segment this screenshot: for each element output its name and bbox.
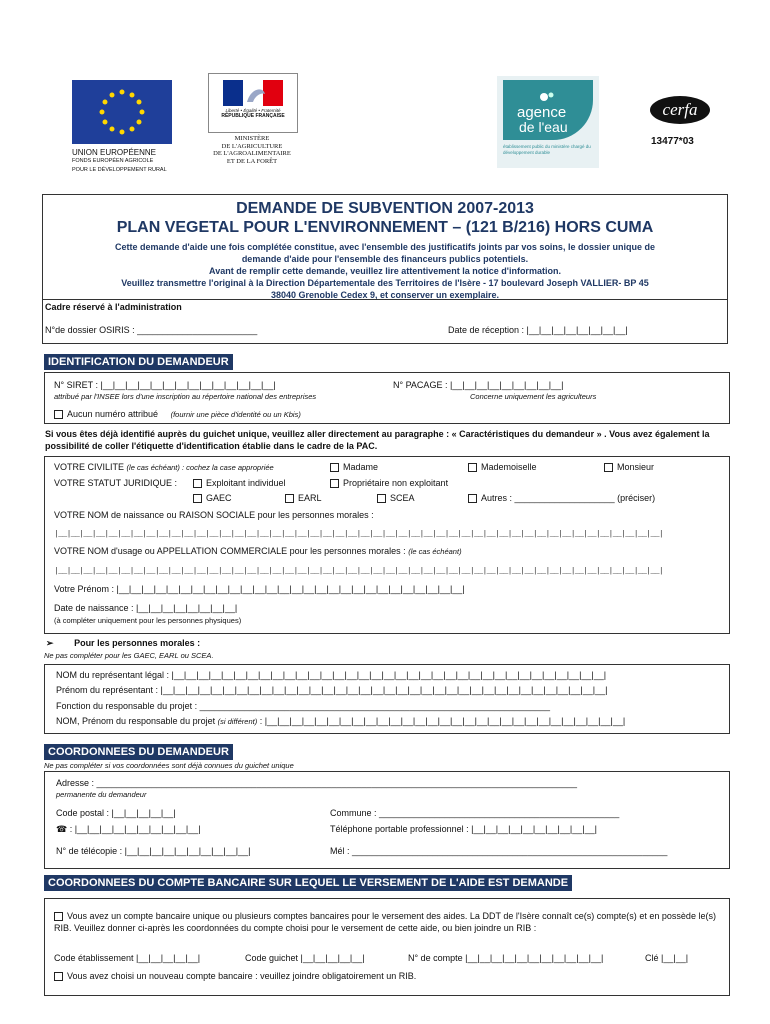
proprietaire-option[interactable] <box>330 478 448 488</box>
intro-line: demande d'aide pour l'ensemble des financeurs publics potentiels. <box>241 254 529 264</box>
osiris-field[interactable]: N°de dossier OSIRIS : ________________________ <box>45 325 258 335</box>
bank-text-row <box>54 910 716 934</box>
mel-field[interactable]: Mél : _______________________________________________________________ <box>330 846 668 856</box>
rf-name: RÉPUBLIQUE FRANÇAISE <box>221 113 285 119</box>
section-identification: IDENTIFICATION DU DEMANDEUR <box>44 354 233 370</box>
cerfa-logo: cerfa <box>650 96 710 124</box>
earl-option[interactable] <box>285 493 322 503</box>
gaec-option[interactable] <box>193 493 232 503</box>
cle-field[interactable]: Clé |__|__| <box>645 953 689 963</box>
prenom-field[interactable]: Votre Prénom : |__|__|__|__|__|__|__|__|__|__|__|__|__|__|__|__|__|__|__|__|__|__|__|__|__|__|__|__| <box>54 584 465 594</box>
fax-field[interactable]: N° de télécopie : |__|__|__|__|__|__|__|__|__|__| <box>56 846 251 856</box>
exploitant-label: Exploitant individuel <box>206 478 286 488</box>
exploitant-checkbox[interactable] <box>193 479 202 488</box>
pacage-note: Concerne uniquement les agriculteurs <box>470 392 597 401</box>
pacage-field[interactable]: N° PACAGE : |__|__|__|__|__|__|__|__|__| <box>393 380 564 390</box>
naissance-note: (à compléter uniquement pour les personnes physiques) <box>54 616 242 625</box>
earl-label: EARL <box>298 493 322 503</box>
drop-icon <box>537 90 557 104</box>
bank-text: Vous avez un compte bancaire unique ou plusieurs comptes bancaires pour le versement des aides. La DDT de l'Isère connaît ce(s) compte(s) et en possède le(s) RIB. Veuillez donner ci-après les coordonnées du compte choisi pour le versement de cette aide, ou bien joindre un RIB : <box>54 911 716 933</box>
ministry-line: ET DE LA FORÊT <box>226 157 278 165</box>
nom-usage-field[interactable]: |__|__|__|__|__|__|__|__|__|__|__|__|__|__|__|__|__|__|__|__|__|__|__|__|__|__|__|__|__|__|__|__|__|__|__|__|__|__|__|__|__|__|__|__|__|__|__|__| <box>54 567 664 576</box>
doc-title: DEMANDE DE SUBVENTION 2007-2013 <box>236 200 534 217</box>
nouveau-checkbox[interactable] <box>54 972 63 981</box>
scea-checkbox[interactable] <box>377 494 386 503</box>
admin-divider <box>42 299 728 300</box>
arrow-icon: ➢ <box>46 638 54 648</box>
aucun-note: (fournir une pièce d'identité ou un Kbis) <box>170 410 301 419</box>
aucun-checkbox[interactable] <box>54 410 63 419</box>
fonction-field[interactable]: Fonction du responsable du projet : ______________________________________________________________________ <box>56 701 550 711</box>
nouveau-label: Vous avez choisi un nouveau compte bancaire : veuillez joindre obligatoirement un RIB. <box>67 971 417 981</box>
eu-logo <box>72 80 177 175</box>
nom-naissance-field[interactable]: |__|__|__|__|__|__|__|__|__|__|__|__|__|__|__|__|__|__|__|__|__|__|__|__|__|__|__|__|__|__|__|__|__|__|__|__|__|__|__|__|__|__|__|__|__|__|__|__| <box>54 530 664 539</box>
nom-usage-row <box>54 546 462 556</box>
coord-note: Ne pas compléter si vos coordonnées sont déjà connues du guichet unique <box>44 761 294 770</box>
adresse-field[interactable]: Adresse : ________________________________________________________________________________________________ <box>56 778 578 788</box>
proprietaire-checkbox[interactable] <box>330 479 339 488</box>
admin-frame <box>42 194 728 344</box>
autres-checkbox[interactable] <box>468 494 477 503</box>
intro-line: Avant de remplir cette demande, veuillez lire attentivement la notice d'information. <box>209 266 561 276</box>
resp-field[interactable]: : |__|__|__|__|__|__|__|__|__|__|__|__|__|__|__|__|__|__|__|__|__|__|__|__|__|__|__|__|__| <box>259 716 626 726</box>
naissance-field[interactable]: Date de naissance : |__|__|__|__|__|__|__|__| <box>54 603 238 613</box>
cp-field[interactable]: Code postal : |__|__|__|__|__| <box>56 808 176 818</box>
doc-subtitle: PLAN VEGETAL POUR L'ENVIRONNEMENT – (121 B/216) HORS CUMA <box>116 219 654 236</box>
civilite-note: (le cas échéant) : cochez la case appropriée <box>126 463 274 472</box>
madame-checkbox[interactable] <box>330 463 339 472</box>
etab-field[interactable]: Code établissement |__|__|__|__|__| <box>54 953 201 963</box>
statut-label: VOTRE STATUT JURIDIQUE : <box>54 478 178 488</box>
mademoiselle-option[interactable] <box>468 462 537 472</box>
mademoiselle-checkbox[interactable] <box>468 463 477 472</box>
intro-line: 38040 Grenoble Cedex 9, et conserver un exemplaire. <box>270 290 500 300</box>
exploitant-option[interactable] <box>193 478 286 488</box>
madame-label: Madame <box>343 462 379 472</box>
morales-note: Ne pas compléter pour les GAEC, EARL ou SCEA. <box>44 651 214 660</box>
marianne-icon <box>223 80 283 106</box>
autres-label: Autres : ____________________ (préciser) <box>481 493 656 503</box>
tel-field[interactable]: ☎ : |__|__|__|__|__|__|__|__|__|__| <box>56 824 201 834</box>
guichet-instruction: Si vous êtes déjà identifié auprès du guichet unique, veuillez aller directement au paragraphe : « Caractéristiques du demandeur » . Vous avez également la possibilité de coller l'étiquette d'identification établie dans le cadre de la PAC. <box>45 429 710 451</box>
eu-flag-icon <box>72 80 172 144</box>
cerfa-number: 13477*03 <box>651 136 694 147</box>
monsieur-checkbox[interactable] <box>604 463 613 472</box>
ministry-line: DE L'AGRICULTURE <box>221 142 283 150</box>
eu-fund-2: POUR LE DÉVELOPPEMENT RURAL <box>72 167 167 173</box>
mademoiselle-label: Mademoiselle <box>481 462 537 472</box>
nom-usage-label: VOTRE NOM d'usage ou APPELLATION COMMERCIALE pour les personnes morales : <box>54 546 406 556</box>
portable-field[interactable]: Téléphone portable professionnel : |__|__|__|__|__|__|__|__|__|__| <box>330 824 597 834</box>
siret-field[interactable]: N° SIRET : |__|__|__|__|__|__|__|__|__|__|__|__|__|__| <box>54 380 276 390</box>
agence-line2: de l'eau <box>519 119 568 135</box>
ministry-line: DE L'AGROALIMENTAIRE <box>213 150 291 157</box>
compte-field[interactable]: N° de compte |__|__|__|__|__|__|__|__|__|__|__| <box>408 953 604 963</box>
commune-field[interactable]: Commune : ________________________________________________ <box>330 808 620 818</box>
ministry-line: MINISTÈRE <box>234 135 270 142</box>
rf-motto: Liberté • Égalité • Fraternité <box>225 108 281 113</box>
resp-row <box>56 716 625 726</box>
admin-label: Cadre réservé à l'administration <box>45 302 182 312</box>
resp-label: NOM, Prénom du responsable du projet <box>56 716 216 726</box>
agence-sub: établissement public du ministère chargé du développement durable <box>503 144 591 155</box>
resp-note: (si différent) <box>217 717 258 726</box>
bank-unique-checkbox[interactable] <box>54 912 63 921</box>
rep-nom-field[interactable]: NOM du représentant légal : |__|__|__|__|__|__|__|__|__|__|__|__|__|__|__|__|__|__|__|__|__|__|__|__|__|__|__|__|__|__|__|__|__|__|__| <box>56 670 607 680</box>
nom-usage-note: (le cas échéant) <box>408 547 462 556</box>
intro-line: Cette demande d'aide une fois complétée constitue, avec l'ensemble des justificatifs joints par vos soins, le dossier unique de <box>115 242 655 252</box>
eu-name: UNION EUROPÉENNE <box>72 148 157 157</box>
morales-label: Pour les personnes morales : <box>74 638 201 648</box>
siret-note: attribué par l'INSEE lors d'une inscription au répertoire national des entreprises <box>54 392 317 401</box>
gaec-label: GAEC <box>206 493 232 503</box>
earl-checkbox[interactable] <box>285 494 294 503</box>
eu-fund-1: FONDS EUROPÉEN AGRICOLE <box>72 158 154 164</box>
proprietaire-label: Propriétaire non exploitant <box>343 478 449 488</box>
morales-heading <box>46 638 200 649</box>
aucun-label: Aucun numéro attribué <box>67 409 159 419</box>
intro-line: Veuillez transmettre l'original à la Direction Départementale des Territoires de l'Isère - 17 boulevard Joseph VALLIER- BP 45 <box>121 278 649 288</box>
ministry-name <box>205 135 299 165</box>
agence-line1: agence <box>517 104 567 121</box>
gaec-checkbox[interactable] <box>193 494 202 503</box>
nouveau-row <box>54 971 416 981</box>
madame-option[interactable] <box>330 462 378 472</box>
scea-label: SCEA <box>390 493 415 503</box>
nom-naissance-label: VOTRE NOM de naissance ou RAISON SOCIALE pour les personnes morales : <box>54 510 374 520</box>
guichet-field[interactable]: Code guichet |__|__|__|__|__| <box>245 953 365 963</box>
monsieur-label: Monsieur <box>617 462 655 472</box>
section-coordonnees: COORDONNEES DU DEMANDEUR <box>44 744 233 760</box>
reception-date-field[interactable]: Date de réception : |__|__|__|__|__|__|__|__| <box>448 325 628 335</box>
autres-option[interactable] <box>468 493 655 503</box>
rf-logo <box>208 73 298 133</box>
civilite-label: VOTRE CIVILITE <box>54 462 125 472</box>
adresse-note: permanente du demandeur <box>56 790 147 799</box>
aucun-row <box>54 409 301 419</box>
scea-option[interactable] <box>377 493 415 503</box>
monsieur-option[interactable] <box>604 462 654 472</box>
rep-prenom-field[interactable]: Prénom du représentant : |__|__|__|__|__|__|__|__|__|__|__|__|__|__|__|__|__|__|__|__|__|__|__|__|__|__|__|__|__|__|__|__|__|__|__|__| <box>56 685 608 695</box>
section-bank: COORDONNEES DU COMPTE BANCAIRE SUR LEQUEL LE VERSEMENT DE L'AIDE EST DEMANDE <box>44 875 572 891</box>
agence-eau-logo <box>497 76 599 168</box>
